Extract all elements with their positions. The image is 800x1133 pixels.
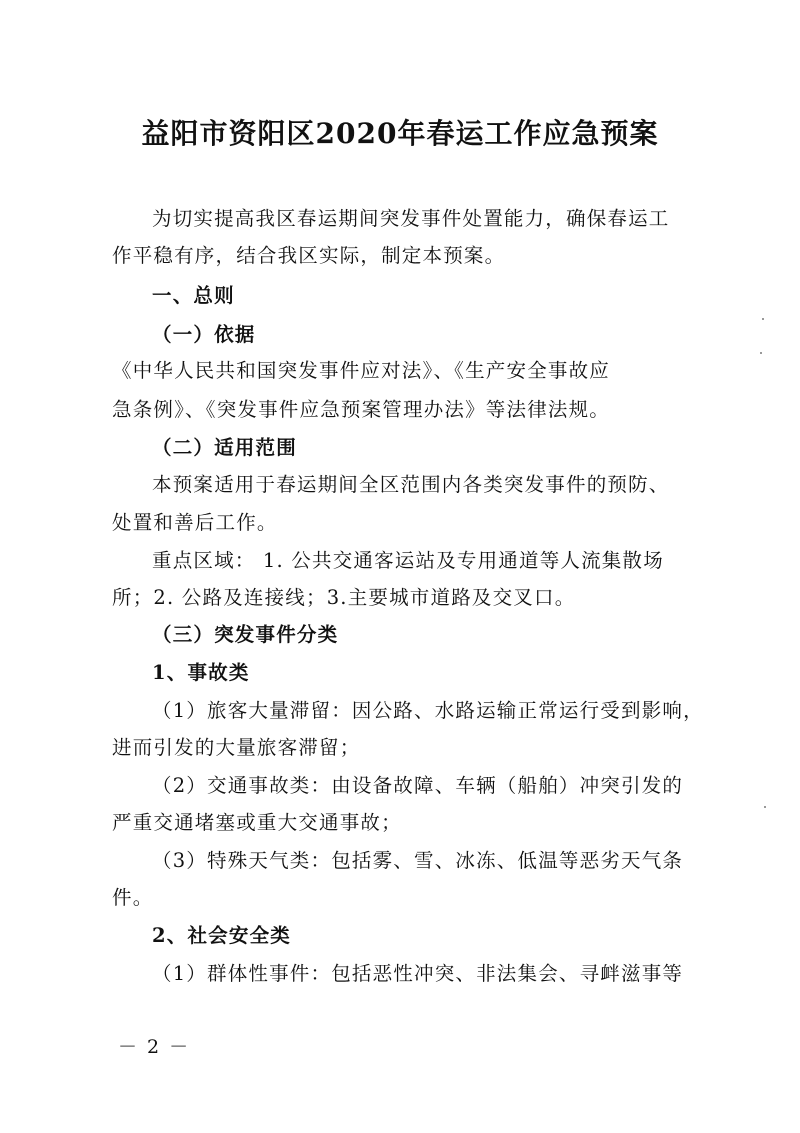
category-heading: 1、事故类: [152, 661, 250, 684]
paragraph-line: 本预案适用于春运期间全区范围内各类突发事件的预防、: [152, 473, 670, 496]
scan-speck: [762, 318, 764, 320]
scan-speck: [764, 806, 766, 808]
paragraph-line: 件。: [112, 886, 154, 909]
subsection-heading: （一）依据: [152, 323, 256, 346]
paragraph-line: 重点区域： 1. 公共交通客运站及专用通道等人流集散场: [152, 549, 664, 572]
category-heading: 2、社会安全类: [152, 924, 291, 947]
paragraph-line: 急条例》、《突发事件应急预案管理办法》等法律法规。: [112, 398, 611, 421]
paragraph-line: 严重交通堵塞或重大交通事故；: [112, 811, 402, 834]
subsection-heading: （三）突发事件分类: [152, 623, 339, 646]
paragraph-line: （2）交通事故类：由设备故障、车辆（船舶）冲突引发的: [152, 774, 684, 797]
paragraph-line: 处置和善后工作。: [112, 511, 278, 534]
scan-speck: [760, 352, 762, 354]
page-number: － 2 －: [118, 1036, 191, 1058]
subsection-heading: （二）适用范围: [152, 436, 297, 459]
section-heading: 一、总则: [152, 284, 235, 307]
paragraph-line: 作平稳有序，结合我区实际，制定本预案。: [112, 244, 506, 267]
paragraph-line: （1）群体性事件：包括恶性冲突、非法集会、寻衅滋事等: [152, 962, 684, 985]
paragraph-line: 进而引发的大量旅客滞留；: [112, 736, 361, 759]
paragraph-line: （3）特殊天气类：包括雾、雪、冰冻、低温等恶劣天气条: [152, 849, 684, 872]
paragraph-line: 为切实提高我区春运期间突发事件处置能力，确保春运工: [152, 207, 670, 230]
paragraph-line: 《中华人民共和国突发事件应对法》、《生产安全事故应: [112, 359, 611, 382]
paragraph-line: （1）旅客大量滞留：因公路、水路运输正常运行受到影响，: [152, 699, 704, 722]
document-title: 益阳市资阳区2020年春运工作应急预案: [141, 117, 659, 150]
paragraph-line: 所；2. 公路及连接线；3.主要城市道路及交叉口。: [112, 586, 576, 609]
